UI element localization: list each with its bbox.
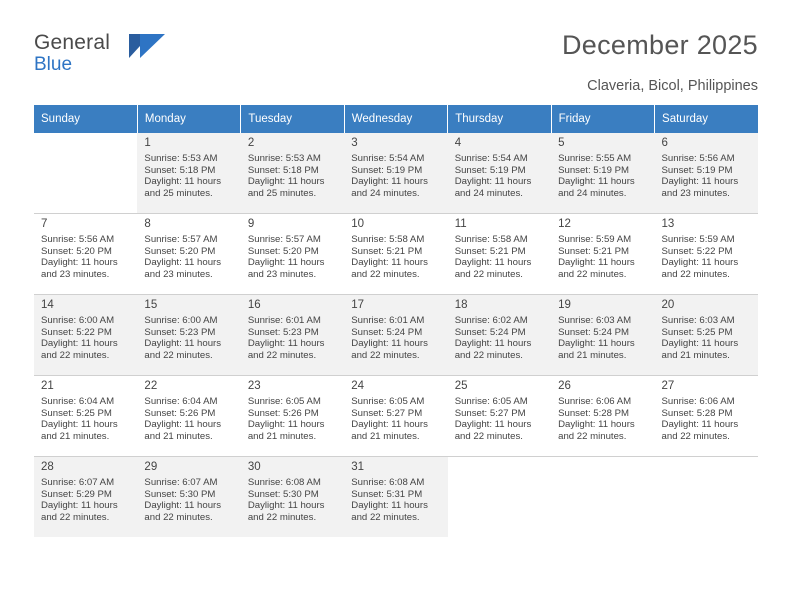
- day-detail-line: and 22 minutes.: [661, 268, 730, 280]
- day-detail-line: Sunrise: 6:00 AM: [144, 315, 218, 326]
- day-detail-line: Daylight: 11 hours: [351, 257, 428, 269]
- day-detail-line: Sunrise: 5:55 AM: [558, 153, 632, 164]
- day-detail-line: and 22 minutes.: [351, 511, 420, 523]
- day-detail-line: Sunset: 5:24 PM: [351, 326, 423, 338]
- day-detail-line: Sunrise: 6:01 AM: [351, 315, 425, 326]
- day-detail-line: Sunset: 5:18 PM: [247, 164, 319, 176]
- calendar-day-cell: [344, 457, 447, 538]
- calendar-week-row: [34, 376, 758, 457]
- calendar-day-cell: [241, 133, 344, 214]
- day-detail-line: and 21 minutes.: [351, 430, 420, 442]
- day-detail-line: Daylight: 11 hours: [454, 257, 532, 269]
- calendar-day-cell: [448, 214, 551, 295]
- day-detail-line: Daylight: 11 hours: [144, 500, 222, 512]
- day-detail-line: Daylight: 11 hours: [558, 419, 635, 431]
- calendar-day-cell: [448, 133, 551, 214]
- day-number: 14: [41, 299, 54, 311]
- day-detail-line: Daylight: 11 hours: [351, 419, 428, 431]
- day-detail-line: Sunrise: 5:53 AM: [247, 153, 321, 164]
- location-subtitle: Claveria, Bicol, Philippines: [587, 78, 758, 94]
- day-detail-line: Daylight: 11 hours: [351, 338, 428, 350]
- calendar-table: [34, 105, 758, 537]
- page-header: [34, 0, 758, 94]
- calendar-day-cell: [655, 214, 758, 295]
- day-detail-line: Sunset: 5:26 PM: [247, 407, 319, 419]
- calendar-day-cell: [448, 295, 551, 376]
- weekday-header-sunday: Sunday: [34, 105, 137, 133]
- day-detail-line: Sunrise: 6:08 AM: [351, 477, 425, 488]
- calendar-week-row: [34, 457, 758, 538]
- day-detail-line: Sunset: 5:20 PM: [41, 245, 112, 257]
- day-detail-line: and 21 minutes.: [247, 430, 317, 442]
- day-detail-line: Daylight: 11 hours: [661, 257, 739, 269]
- day-detail-line: Daylight: 11 hours: [454, 419, 532, 431]
- brand-name-general: General: [34, 31, 111, 54]
- calendar-day-cell: [344, 133, 447, 214]
- calendar-day-cell: [655, 376, 758, 457]
- day-number: 12: [558, 218, 571, 230]
- day-detail-line: Sunset: 5:22 PM: [41, 326, 112, 338]
- calendar-day-cell: [551, 214, 654, 295]
- day-detail-line: Daylight: 11 hours: [41, 257, 118, 269]
- day-detail-line: and 22 minutes.: [41, 349, 110, 361]
- day-detail-line: and 21 minutes.: [661, 349, 730, 361]
- day-number: 30: [247, 461, 261, 473]
- day-number: 23: [247, 380, 261, 392]
- flag-icon: [129, 34, 165, 58]
- day-number: 7: [41, 218, 48, 230]
- calendar-week-row: [34, 133, 758, 214]
- brand-name-blue: Blue: [34, 54, 73, 75]
- day-detail-line: and 22 minutes.: [661, 430, 730, 442]
- day-detail-line: Sunrise: 6:02 AM: [454, 315, 528, 326]
- day-detail-line: Sunset: 5:21 PM: [351, 245, 423, 257]
- day-detail-line: Daylight: 11 hours: [558, 176, 635, 188]
- calendar-day-cell: [551, 133, 654, 214]
- day-detail-line: Sunrise: 6:03 AM: [558, 315, 632, 326]
- day-detail-line: and 23 minutes.: [661, 187, 730, 199]
- day-detail-line: Sunset: 5:29 PM: [41, 488, 112, 500]
- day-number: 28: [41, 461, 54, 473]
- day-detail-line: Sunset: 5:31 PM: [351, 488, 423, 500]
- day-detail-line: Daylight: 11 hours: [247, 338, 325, 350]
- day-detail-line: Daylight: 11 hours: [247, 419, 325, 431]
- day-detail-line: Daylight: 11 hours: [454, 176, 532, 188]
- weekday-header-tuesday: Tuesday: [241, 105, 344, 133]
- day-detail-line: Sunrise: 5:54 AM: [454, 153, 528, 164]
- weekday-header-row: [34, 105, 758, 133]
- day-detail-line: Sunrise: 6:07 AM: [41, 477, 115, 488]
- page-title: December 2025: [561, 30, 758, 60]
- calendar-day-cell: [655, 295, 758, 376]
- day-detail-line: Sunset: 5:27 PM: [351, 407, 423, 419]
- calendar-day-cell: [448, 457, 551, 538]
- day-detail-line: and 22 minutes.: [558, 430, 627, 442]
- calendar-day-cell: [137, 376, 240, 457]
- day-detail-line: Sunrise: 5:58 AM: [351, 234, 425, 245]
- day-detail-line: Sunset: 5:28 PM: [558, 407, 630, 419]
- day-detail-line: Daylight: 11 hours: [41, 419, 118, 431]
- day-detail-line: Sunrise: 5:57 AM: [144, 234, 218, 245]
- day-detail-line: Sunset: 5:30 PM: [247, 488, 319, 500]
- calendar-day-cell: [137, 214, 240, 295]
- day-detail-line: Sunset: 5:21 PM: [558, 245, 630, 257]
- day-number: 13: [661, 218, 675, 230]
- day-detail-line: Sunset: 5:20 PM: [144, 245, 216, 257]
- day-detail-line: Sunrise: 6:05 AM: [351, 396, 425, 407]
- brand-logo: [34, 32, 234, 80]
- calendar-day-cell: [137, 295, 240, 376]
- day-detail-line: Daylight: 11 hours: [144, 419, 222, 431]
- calendar-day-cell: [34, 376, 137, 457]
- day-detail-line: Sunrise: 5:59 AM: [558, 234, 632, 245]
- day-number: 29: [144, 461, 158, 473]
- day-detail-line: Sunset: 5:20 PM: [247, 245, 319, 257]
- day-number: 3: [351, 137, 358, 149]
- day-detail-line: and 22 minutes.: [144, 349, 213, 361]
- day-detail-line: Daylight: 11 hours: [247, 257, 325, 269]
- day-detail-line: Sunrise: 5:53 AM: [144, 153, 218, 164]
- day-number: 8: [144, 218, 151, 230]
- day-detail-line: Sunset: 5:19 PM: [351, 164, 423, 176]
- day-detail-line: Daylight: 11 hours: [351, 176, 428, 188]
- day-number: 25: [454, 380, 468, 392]
- day-detail-line: Sunset: 5:30 PM: [144, 488, 216, 500]
- day-detail-line: Sunset: 5:24 PM: [454, 326, 526, 338]
- day-detail-line: and 21 minutes.: [144, 430, 213, 442]
- day-detail-line: and 21 minutes.: [558, 349, 627, 361]
- day-detail-line: Sunrise: 5:57 AM: [247, 234, 321, 245]
- day-detail-line: Sunset: 5:19 PM: [558, 164, 630, 176]
- calendar-day-cell: [34, 133, 137, 214]
- day-detail-line: and 23 minutes.: [41, 268, 110, 280]
- day-detail-line: and 22 minutes.: [558, 268, 627, 280]
- day-detail-line: Sunset: 5:19 PM: [661, 164, 733, 176]
- day-detail-line: Sunrise: 5:58 AM: [454, 234, 528, 245]
- calendar-week-row: [34, 295, 758, 376]
- calendar-day-cell: [34, 295, 137, 376]
- day-number: 2: [247, 137, 255, 149]
- day-detail-line: Daylight: 11 hours: [247, 500, 325, 512]
- day-detail-line: Sunset: 5:23 PM: [247, 326, 319, 338]
- day-number: 27: [661, 380, 675, 392]
- day-detail-line: and 22 minutes.: [247, 511, 317, 523]
- day-detail-line: Sunset: 5:18 PM: [144, 164, 216, 176]
- day-detail-line: Sunrise: 6:01 AM: [247, 315, 321, 326]
- calendar-day-cell: [655, 133, 758, 214]
- calendar-day-cell: [241, 457, 344, 538]
- day-detail-line: Daylight: 11 hours: [144, 257, 222, 269]
- day-detail-line: Sunset: 5:19 PM: [454, 164, 526, 176]
- day-detail-line: Sunrise: 6:08 AM: [247, 477, 321, 488]
- calendar-day-cell: [448, 376, 551, 457]
- day-detail-line: Sunrise: 5:56 AM: [661, 153, 735, 164]
- day-detail-line: Daylight: 11 hours: [661, 419, 739, 431]
- day-detail-line: Sunrise: 6:00 AM: [41, 315, 115, 326]
- day-number: 17: [351, 299, 365, 311]
- day-detail-line: and 25 minutes.: [144, 187, 213, 199]
- day-detail-line: Sunset: 5:26 PM: [144, 407, 216, 419]
- calendar-day-cell: [34, 457, 137, 538]
- day-number: 5: [558, 137, 565, 149]
- day-detail-line: and 24 minutes.: [351, 187, 420, 199]
- day-detail-line: and 22 minutes.: [454, 349, 523, 361]
- day-detail-line: Sunrise: 6:05 AM: [247, 396, 321, 407]
- day-number: 21: [41, 380, 54, 392]
- day-detail-line: Daylight: 11 hours: [41, 500, 118, 512]
- day-detail-line: Sunset: 5:24 PM: [558, 326, 630, 338]
- day-detail-line: Sunset: 5:25 PM: [661, 326, 733, 338]
- day-detail-line: and 25 minutes.: [247, 187, 317, 199]
- day-detail-line: Daylight: 11 hours: [41, 338, 118, 350]
- day-number: 22: [144, 380, 158, 392]
- day-detail-line: Sunrise: 6:04 AM: [41, 396, 115, 407]
- day-detail-line: Daylight: 11 hours: [454, 338, 532, 350]
- calendar-day-cell: [137, 133, 240, 214]
- day-detail-line: and 22 minutes.: [144, 511, 213, 523]
- day-detail-line: and 22 minutes.: [351, 349, 420, 361]
- day-detail-line: Sunrise: 6:07 AM: [144, 477, 218, 488]
- calendar-day-cell: [241, 295, 344, 376]
- day-number: 9: [247, 218, 255, 230]
- day-detail-line: Sunset: 5:21 PM: [454, 245, 526, 257]
- day-detail-line: and 22 minutes.: [454, 430, 523, 442]
- day-detail-line: Sunrise: 5:56 AM: [41, 234, 115, 245]
- day-detail-line: Daylight: 11 hours: [144, 338, 222, 350]
- day-detail-line: and 23 minutes.: [144, 268, 213, 280]
- day-detail-line: and 22 minutes.: [351, 268, 420, 280]
- day-number: 31: [351, 461, 365, 473]
- day-number: 19: [558, 299, 571, 311]
- weekday-header-wednesday: Wednesday: [344, 105, 447, 133]
- weekday-header-monday: Monday: [137, 105, 240, 133]
- day-number: 20: [661, 299, 675, 311]
- day-number: 16: [247, 299, 261, 311]
- day-detail-line: and 24 minutes.: [454, 187, 523, 199]
- day-detail-line: Sunrise: 5:59 AM: [661, 234, 735, 245]
- day-detail-line: and 24 minutes.: [558, 187, 627, 199]
- day-detail-line: Daylight: 11 hours: [661, 338, 739, 350]
- calendar-day-cell: [137, 457, 240, 538]
- day-detail-line: Sunrise: 6:04 AM: [144, 396, 218, 407]
- day-detail-line: Sunrise: 5:54 AM: [351, 153, 425, 164]
- calendar-day-cell: [34, 214, 137, 295]
- day-number: 1: [144, 137, 151, 149]
- day-detail-line: Daylight: 11 hours: [144, 176, 222, 188]
- weekday-header-thursday: Thursday: [448, 105, 551, 133]
- day-detail-line: Daylight: 11 hours: [247, 176, 325, 188]
- day-number: 26: [558, 380, 571, 392]
- calendar-day-cell: [344, 376, 447, 457]
- day-detail-line: and 22 minutes.: [247, 349, 317, 361]
- day-number: 4: [454, 137, 462, 149]
- day-number: 24: [351, 380, 365, 392]
- weekday-header-friday: Friday: [551, 105, 654, 133]
- calendar-day-cell: [241, 214, 344, 295]
- day-detail-line: Daylight: 11 hours: [558, 257, 635, 269]
- day-number: 18: [454, 299, 468, 311]
- calendar-day-cell: [344, 295, 447, 376]
- day-detail-line: Sunset: 5:22 PM: [661, 245, 733, 257]
- day-number: 10: [351, 218, 365, 230]
- day-detail-line: and 21 minutes.: [41, 430, 110, 442]
- day-detail-line: Daylight: 11 hours: [558, 338, 635, 350]
- day-detail-line: and 23 minutes.: [247, 268, 317, 280]
- day-detail-line: and 22 minutes.: [454, 268, 523, 280]
- calendar-day-cell: [551, 457, 654, 538]
- calendar-week-row: [34, 214, 758, 295]
- day-detail-line: Sunrise: 6:06 AM: [661, 396, 735, 407]
- day-detail-line: Sunset: 5:25 PM: [41, 407, 112, 419]
- day-detail-line: Sunrise: 6:03 AM: [661, 315, 735, 326]
- day-detail-line: Daylight: 11 hours: [351, 500, 428, 512]
- day-detail-line: Sunset: 5:23 PM: [144, 326, 216, 338]
- day-detail-line: Sunrise: 6:05 AM: [454, 396, 528, 407]
- day-number: 15: [144, 299, 158, 311]
- weekday-header-saturday: Saturday: [655, 105, 758, 133]
- calendar-day-cell: [344, 214, 447, 295]
- calendar-day-cell: [655, 457, 758, 538]
- day-detail-line: Sunrise: 6:06 AM: [558, 396, 632, 407]
- calendar-day-cell: [551, 376, 654, 457]
- calendar-day-cell: [241, 376, 344, 457]
- day-detail-line: Sunset: 5:28 PM: [661, 407, 733, 419]
- day-number: 6: [661, 137, 668, 149]
- day-detail-line: Daylight: 11 hours: [661, 176, 739, 188]
- calendar-day-cell: [551, 295, 654, 376]
- day-detail-line: and 22 minutes.: [41, 511, 110, 523]
- day-number: 11: [454, 218, 467, 230]
- day-detail-line: Sunset: 5:27 PM: [454, 407, 526, 419]
